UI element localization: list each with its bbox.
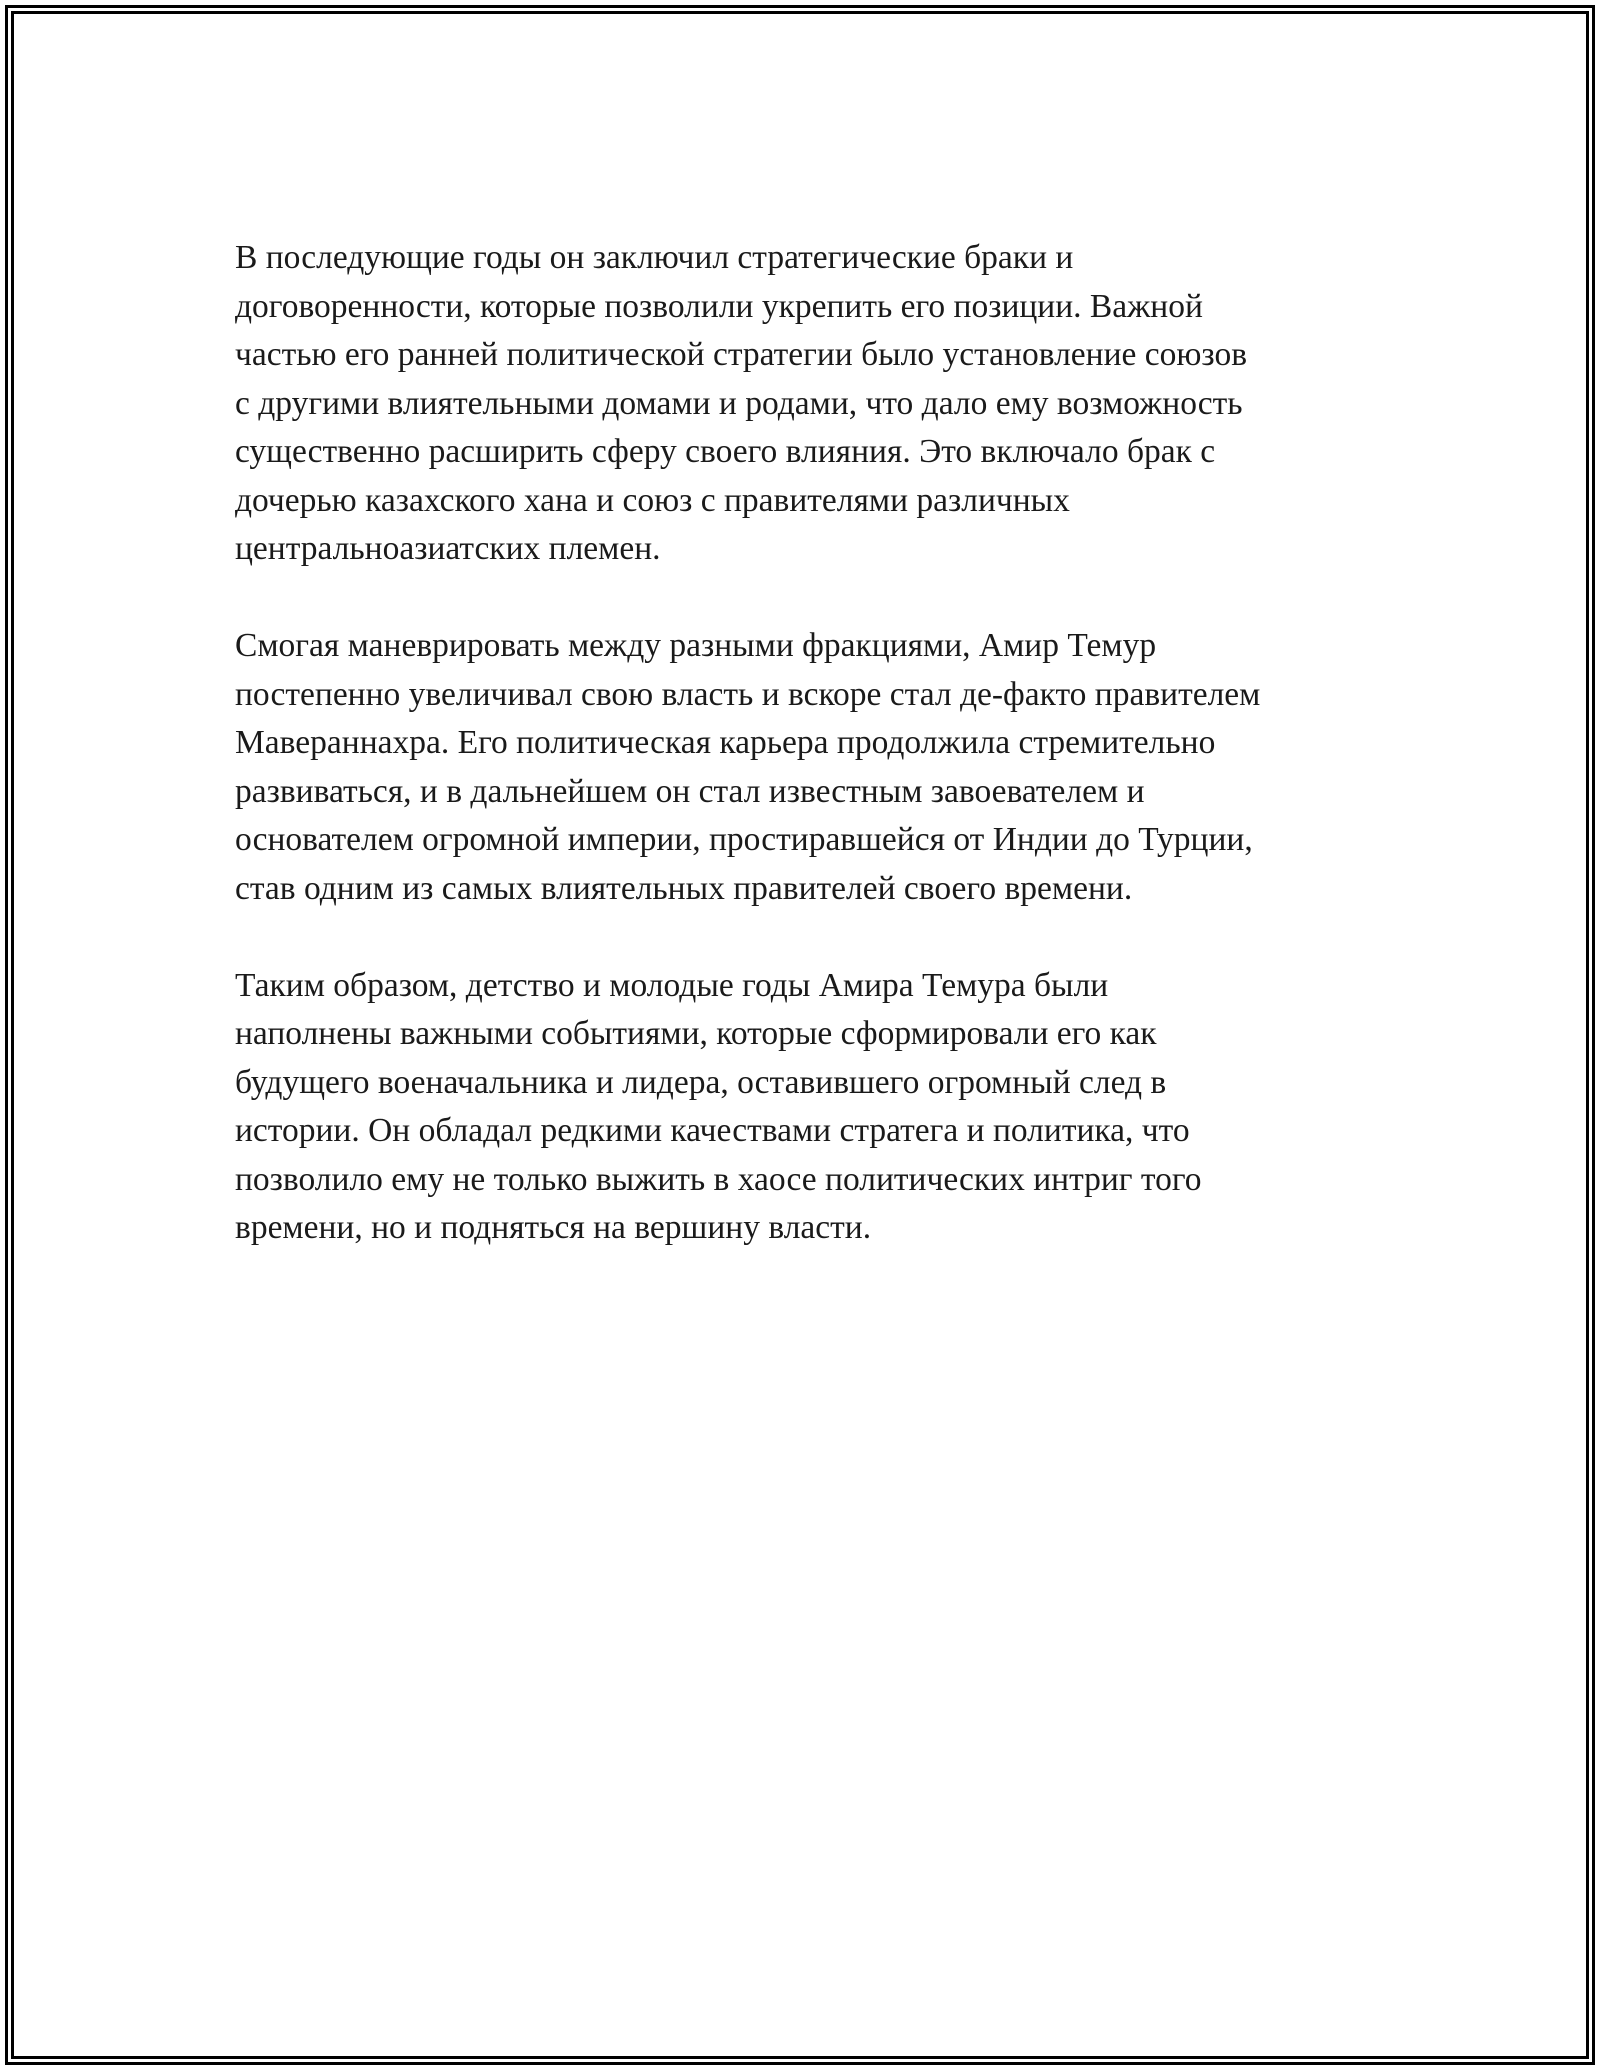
- text-line: частью его ранней политической стратегии было установление союзов: [235, 336, 1248, 373]
- text-line: Смогая маневрировать между разными фракциями, Амир Темур: [235, 627, 1157, 664]
- text-line: Мавераннахра. Его политическая карьера продолжила стремительно: [235, 724, 1216, 761]
- text-line: существенно расширить сферу своего влияния. Это включало брак с: [235, 433, 1216, 470]
- text-line: основателем огромной империи, простиравшейся от Индии до Турции,: [235, 821, 1253, 858]
- text-line: развиваться, и в дальнейшем он стал известным завоевателем и: [235, 772, 1145, 810]
- text-line: Таким образом, детство и молодые годы Амира Темура были: [235, 966, 1109, 1004]
- paragraph-3: [235, 962, 1395, 1253]
- text-line: став одним из самых влиятельных правителей своего времени.: [235, 869, 1133, 907]
- paragraph-1: [235, 234, 1395, 574]
- document-body: [235, 234, 1395, 1301]
- text-line: постепенно увеличивал свою власть и вскоре стал де-факто правителем: [235, 675, 1261, 713]
- text-line: с другими влиятельными домами и родами, что дало ему возможность: [235, 384, 1243, 422]
- paragraph-2: [235, 622, 1395, 913]
- text-line: времени, но и подняться на вершину власти.: [235, 1209, 872, 1246]
- text-line: В последующие годы он заключил стратегические браки и: [235, 239, 1074, 276]
- text-line: будущего военачальника и лидера, оставившего огромный след в: [235, 1063, 1167, 1101]
- text-line: договоренности, которые позволили укрепить его позиции. Важной: [235, 287, 1203, 325]
- text-line: центральноазиатских племен.: [235, 530, 661, 567]
- text-line: истории. Он обладал редкими качествами стратега и политика, что: [235, 1112, 1190, 1149]
- text-line: позволило ему не только выжить в хаосе политических интриг того: [235, 1160, 1202, 1198]
- text-line: дочерью казахского хана и союз с правителями различных: [235, 481, 1070, 519]
- text-line: наполнены важными событиями, которые сформировали его как: [235, 1015, 1157, 1052]
